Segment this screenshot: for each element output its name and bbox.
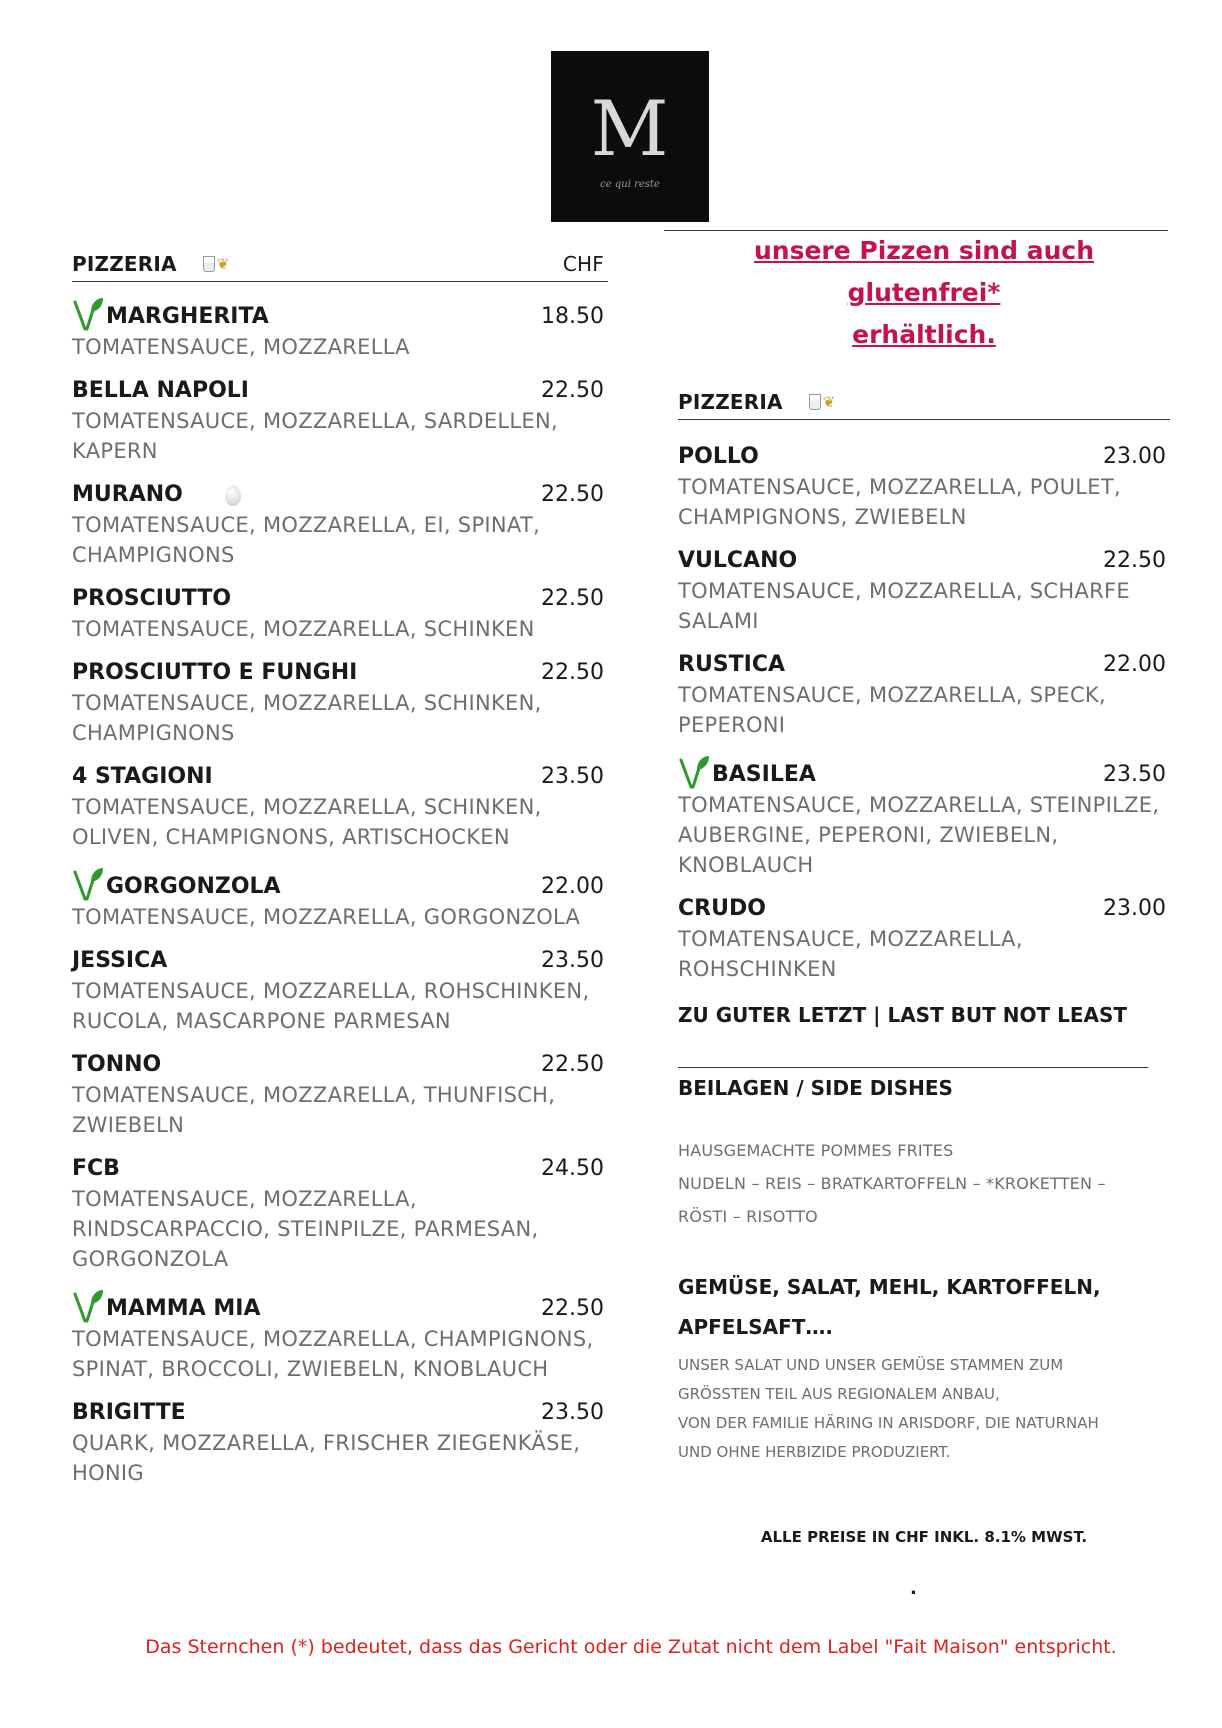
menu-item-name: BASILEA	[712, 762, 816, 787]
menu-item	[72, 1154, 608, 1274]
side-dishes-title: BEILAGEN / SIDE DISHES	[678, 1076, 953, 1100]
gluten-free-note	[678, 230, 1170, 356]
menu-item-name: PROSCIUTTO	[72, 586, 232, 611]
menu-item	[72, 866, 608, 932]
menu-item-header	[72, 1398, 608, 1428]
menu-item-header	[72, 480, 608, 510]
vegetarian-leaf-icon	[72, 1288, 104, 1324]
vegetarian-leaf-icon	[72, 866, 104, 902]
currency-label: CHF	[562, 252, 604, 276]
gluten-note-line-1: unsere Pizzen sind auch glutenfrei*	[753, 236, 1094, 307]
regional-title	[678, 1267, 1170, 1347]
menu-item-header	[72, 762, 608, 792]
menu-item-description: TOMATENSAUCE, MOZZARELLA	[72, 335, 410, 359]
menu-item-description: TOMATENSAUCE, MOZZARELLA, SCHINKEN	[72, 617, 535, 641]
menu-item-price: 23.00	[1103, 444, 1166, 469]
menu-item-price: 24.50	[541, 1156, 604, 1181]
menu-item-name: MARGHERITA	[106, 304, 269, 329]
menu-item-name: JESSICA	[72, 948, 168, 973]
menu-item-header	[72, 946, 608, 976]
menu-item-price: 22.50	[541, 1052, 604, 1077]
glass-icon	[203, 256, 215, 272]
menu-item-price: 23.50	[541, 764, 604, 789]
menu-item-description: TOMATENSAUCE, MOZZARELLA, POULET, CHAMPIGNONS, ZWIEBELN	[678, 475, 1121, 529]
menu-item-price: 23.50	[541, 1400, 604, 1425]
menu-item-description: TOMATENSAUCE, MOZZARELLA, THUNFISCH, ZWIEBELN	[72, 1083, 556, 1137]
menu-item-name: BELLA NAPOLI	[72, 378, 249, 403]
menu-item	[72, 946, 608, 1036]
menu-item	[72, 296, 608, 362]
menu-item-price: 22.50	[541, 586, 604, 611]
menu-item-header	[72, 296, 608, 332]
menu-item-price: 22.50	[541, 1296, 604, 1321]
menu-item-description: TOMATENSAUCE, MOZZARELLA, STEINPILZE, AUBERGINE, PEPERONI, ZWIEBELN, KNOBLAUCH	[678, 793, 1160, 877]
menu-item-price: 22.50	[541, 378, 604, 403]
menu-item	[678, 894, 1170, 984]
egg-icon	[225, 485, 241, 506]
side-dish-line: RÖSTI – RISOTTO	[678, 1207, 818, 1226]
menu-item	[72, 376, 608, 466]
menu-item-price: 22.50	[541, 482, 604, 507]
right-pizza-section	[678, 390, 1170, 984]
menu-item-header	[678, 442, 1170, 472]
menu-item-header	[72, 658, 608, 688]
menu-item-name: RUSTICA	[678, 652, 786, 677]
menu-item-description: TOMATENSAUCE, MOZZARELLA, ROHSCHINKEN	[678, 927, 1023, 981]
vegetarian-leaf-icon	[72, 296, 104, 332]
menu-item	[72, 1398, 608, 1488]
menu-item-header	[72, 866, 608, 902]
menu-item-name: VULCANO	[678, 548, 798, 573]
menu-item-header	[678, 650, 1170, 680]
menu-item	[678, 546, 1170, 636]
side-dish-line: NUDELN – REIS – BRATKARTOFFELN – *KROKETTEN –	[678, 1174, 1106, 1193]
menu-item	[72, 1288, 608, 1384]
glass-icon	[809, 394, 821, 410]
regional-title-line-2: APFELSAFT….	[678, 1315, 833, 1339]
section-header	[678, 390, 1170, 420]
menu-item-name: PROSCIUTTO E FUNGHI	[72, 660, 358, 685]
menu-item-description: QUARK, MOZZARELLA, FRISCHER ZIEGENKÄSE, HONIG	[72, 1431, 581, 1485]
regional-text-line: VON DER FAMILIE HÄRING IN ARISDORF, DIE NATURNAH	[678, 1414, 1099, 1432]
menu-item	[678, 442, 1170, 532]
menu-item-price: 22.00	[541, 874, 604, 899]
menu-item-name: CRUDO	[678, 896, 766, 921]
menu-item-name: BRIGITTE	[72, 1400, 186, 1425]
menu-item-name: FCB	[72, 1156, 120, 1181]
menu-item	[678, 754, 1170, 880]
menu-item-description: TOMATENSAUCE, MOZZARELLA, RINDSCARPACCIO, STEINPILZE, PARMESAN, GORGONZOLA	[72, 1187, 539, 1271]
menu-item-price: 23.50	[1103, 762, 1166, 787]
allergen-icons	[809, 394, 836, 410]
regional-text-line: UNSER SALAT UND UNSER GEMÜSE STAMMEN ZUM	[678, 1356, 1064, 1374]
menu-item-name: MAMMA MIA	[106, 1296, 261, 1321]
menu-item-name: MURANO	[72, 482, 183, 507]
section-header	[72, 252, 608, 282]
menu-item-description: TOMATENSAUCE, MOZZARELLA, SPECK, PEPERONI	[678, 683, 1106, 737]
section-title: PIZZERIA	[678, 390, 783, 414]
menu-item-header	[678, 894, 1170, 924]
allergen-icons	[203, 256, 230, 272]
section-title: PIZZERIA	[72, 252, 177, 276]
regional-text	[678, 1351, 1170, 1467]
menu-item-price: 18.50	[541, 304, 604, 329]
divider	[678, 1067, 1148, 1068]
menu-item-price: 22.50	[541, 660, 604, 685]
menu-item	[72, 762, 608, 852]
vegetarian-leaf-icon	[678, 754, 710, 790]
regional-title-line-1: GEMÜSE, SALAT, MEHL, KARTOFFELN,	[678, 1275, 1101, 1299]
prices-note: ALLE PREISE IN CHF INKL. 8.1% MWST.	[760, 1528, 1088, 1546]
logo-tagline: ce qui reste	[600, 179, 660, 190]
right-item-list	[678, 442, 1170, 984]
menu-item-header	[72, 1154, 608, 1184]
menu-item-name: TONNO	[72, 1052, 162, 1077]
menu-item-header	[72, 376, 608, 406]
menu-item-header	[678, 754, 1170, 790]
last-but-not-least-title: ZU GUTER LETZT | LAST BUT NOT LEAST	[678, 1003, 1128, 1027]
menu-item-price: 22.50	[1103, 548, 1166, 573]
regional-text-line: UND OHNE HERBIZIDE PRODUZIERT.	[678, 1443, 951, 1461]
menu-item-header	[72, 584, 608, 614]
side-dishes-list	[678, 1134, 1170, 1233]
regional-text-line: GRÖSSTEN TEIL AUS REGIONALEM ANBAU,	[678, 1385, 1000, 1403]
menu-item-header	[72, 1288, 608, 1324]
menu-item-description: TOMATENSAUCE, MOZZARELLA, ROHSCHINKEN, RUCOLA, MASCARPONE PARMESAN	[72, 979, 590, 1033]
wheat-icon: ❦	[822, 392, 836, 411]
menu-item-description: TOMATENSAUCE, MOZZARELLA, SCHARFE SALAMI	[678, 579, 1130, 633]
menu-item-header	[72, 1050, 608, 1080]
logo	[551, 51, 709, 222]
menu-item-description: TOMATENSAUCE, MOZZARELLA, SCHINKEN, OLIVEN, CHAMPIGNONS, ARTISCHOCKEN	[72, 795, 542, 849]
menu-item-description: TOMATENSAUCE, MOZZARELLA, SARDELLEN, KAPERN	[72, 409, 558, 463]
fait-maison-note: Das Sternchen (*) bedeutet, dass das Gericht oder die Zutat nicht dem Label "Fait Maison" entspricht.	[145, 1636, 1117, 1658]
menu-item	[678, 650, 1170, 740]
menu-item-description: TOMATENSAUCE, MOZZARELLA, GORGONZOLA	[72, 905, 581, 929]
left-item-list	[72, 296, 608, 1488]
menu-item	[72, 584, 608, 644]
menu-item-name: 4 STAGIONI	[72, 764, 213, 789]
menu-item-description: TOMATENSAUCE, MOZZARELLA, SCHINKEN, CHAMPIGNONS	[72, 691, 542, 745]
side-dish-line: HAUSGEMACHTE POMMES FRITES	[678, 1141, 954, 1160]
menu-item-description: TOMATENSAUCE, MOZZARELLA, CHAMPIGNONS, SPINAT, BROCCOLI, ZWIEBELN, KNOBLAUCH	[72, 1327, 594, 1381]
dot: .	[910, 1578, 917, 1599]
gluten-note-line-2: erhältlich.	[852, 320, 996, 349]
menu-item-name: GORGONZOLA	[106, 874, 281, 899]
logo-letter: M	[590, 84, 670, 173]
menu-item-header	[678, 546, 1170, 576]
menu-item	[72, 1050, 608, 1140]
wheat-icon: ❦	[216, 254, 230, 273]
menu-item	[72, 480, 608, 570]
menu-item-price: 23.50	[541, 948, 604, 973]
menu-item-price: 22.00	[1103, 652, 1166, 677]
menu-item	[72, 658, 608, 748]
last-section	[678, 1003, 1170, 1467]
menu-item-price: 23.00	[1103, 896, 1166, 921]
left-menu-column	[72, 252, 608, 1488]
menu-item-name: POLLO	[678, 444, 759, 469]
menu-item-description: TOMATENSAUCE, MOZZARELLA, EI, SPINAT, CHAMPIGNONS	[72, 513, 541, 567]
